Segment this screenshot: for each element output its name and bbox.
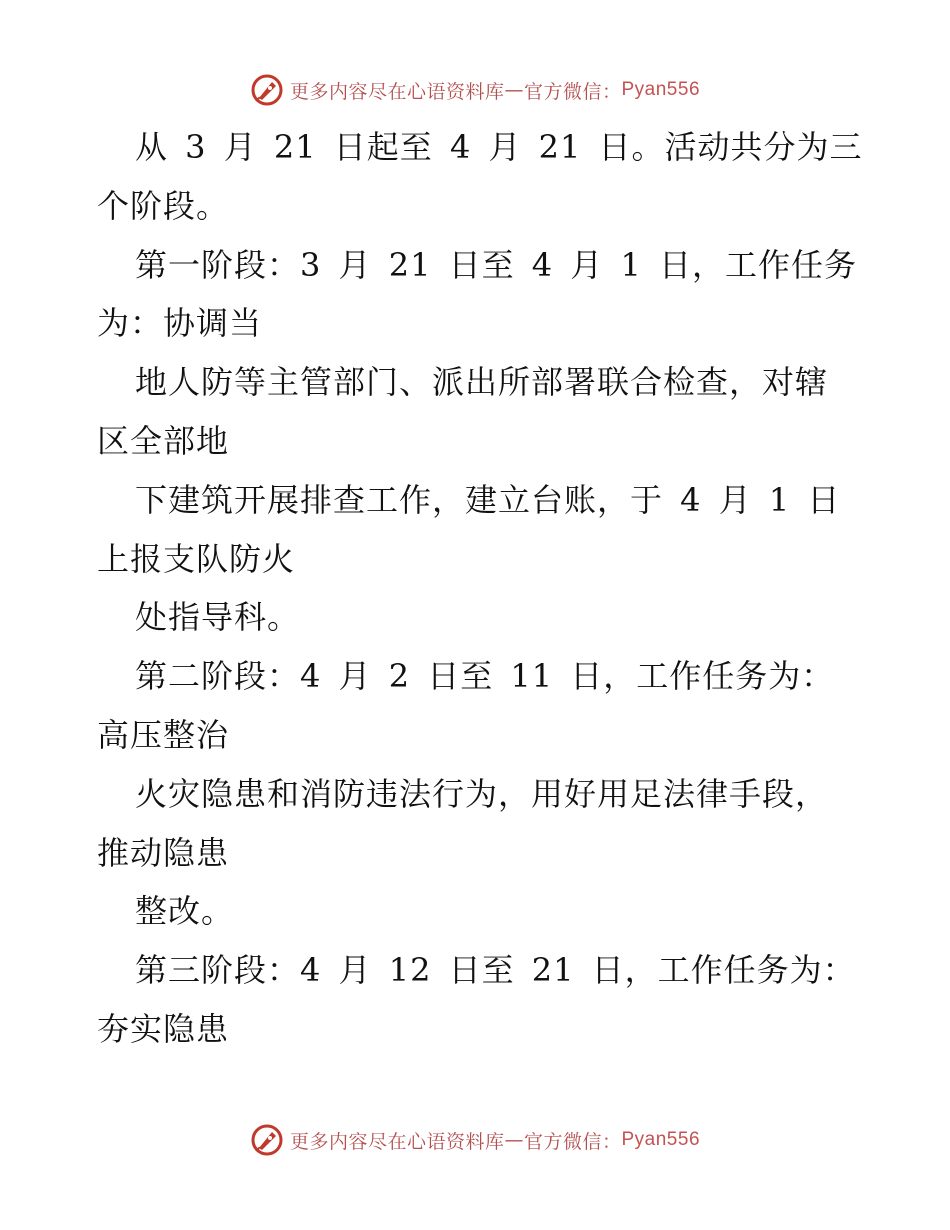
body-line: 上报支队防火 bbox=[97, 539, 296, 578]
footer-wechat-id: Pyan556 bbox=[621, 1129, 701, 1150]
body-line: 第一阶段：3 月 21 日至 4 月 1 日，工作任务 bbox=[135, 245, 858, 284]
body-line: 地人防等主管部门、派出所部署联合检查，对辖 bbox=[135, 363, 829, 402]
body-line: 高压整治 bbox=[97, 715, 230, 754]
body-line: 第三阶段：4 月 12 日至 21 日，工作任务为： bbox=[135, 951, 856, 990]
footer-banner-text bbox=[290, 1127, 700, 1154]
body-line: 处指导科。 bbox=[135, 598, 301, 637]
body-line: 区全部地 bbox=[97, 421, 230, 460]
document-body bbox=[97, 118, 863, 1059]
header-separator: — bbox=[504, 79, 524, 101]
body-line: 个阶段。 bbox=[97, 186, 230, 225]
body-line: 为：协调当 bbox=[97, 304, 263, 343]
header-wechat-id: Pyan556 bbox=[621, 79, 701, 100]
body-line: 第二阶段：4 月 2 日至 11 日，工作任务为： bbox=[135, 657, 835, 696]
body-line: 整改。 bbox=[135, 892, 235, 931]
header-banner bbox=[0, 70, 950, 110]
body-line: 推动隐患 bbox=[97, 833, 230, 872]
body-line: 火灾隐患和消防违法行为，用好用足法律手段， bbox=[135, 774, 829, 813]
footer-wechat-label: 官方微信： bbox=[523, 1130, 622, 1153]
body-line: 下建筑开展排查工作，建立台账，于 4 月 1 日 bbox=[135, 480, 841, 519]
footer-banner bbox=[0, 1120, 950, 1160]
body-line: 夯实隐患 bbox=[97, 1009, 230, 1048]
footer-separator: — bbox=[504, 1129, 524, 1151]
body-line: 从 3 月 21 日起至 4 月 21 日。活动共分为三 bbox=[135, 128, 863, 166]
header-wechat-label: 官方微信： bbox=[523, 80, 622, 103]
header-site-text: 更多内容尽在心语资料库 bbox=[289, 80, 505, 103]
footer-site-text: 更多内容尽在心语资料库 bbox=[289, 1130, 505, 1153]
header-banner-text bbox=[290, 77, 700, 104]
pen-nib-logo-icon bbox=[250, 73, 284, 107]
pen-nib-logo-icon bbox=[250, 1123, 284, 1157]
